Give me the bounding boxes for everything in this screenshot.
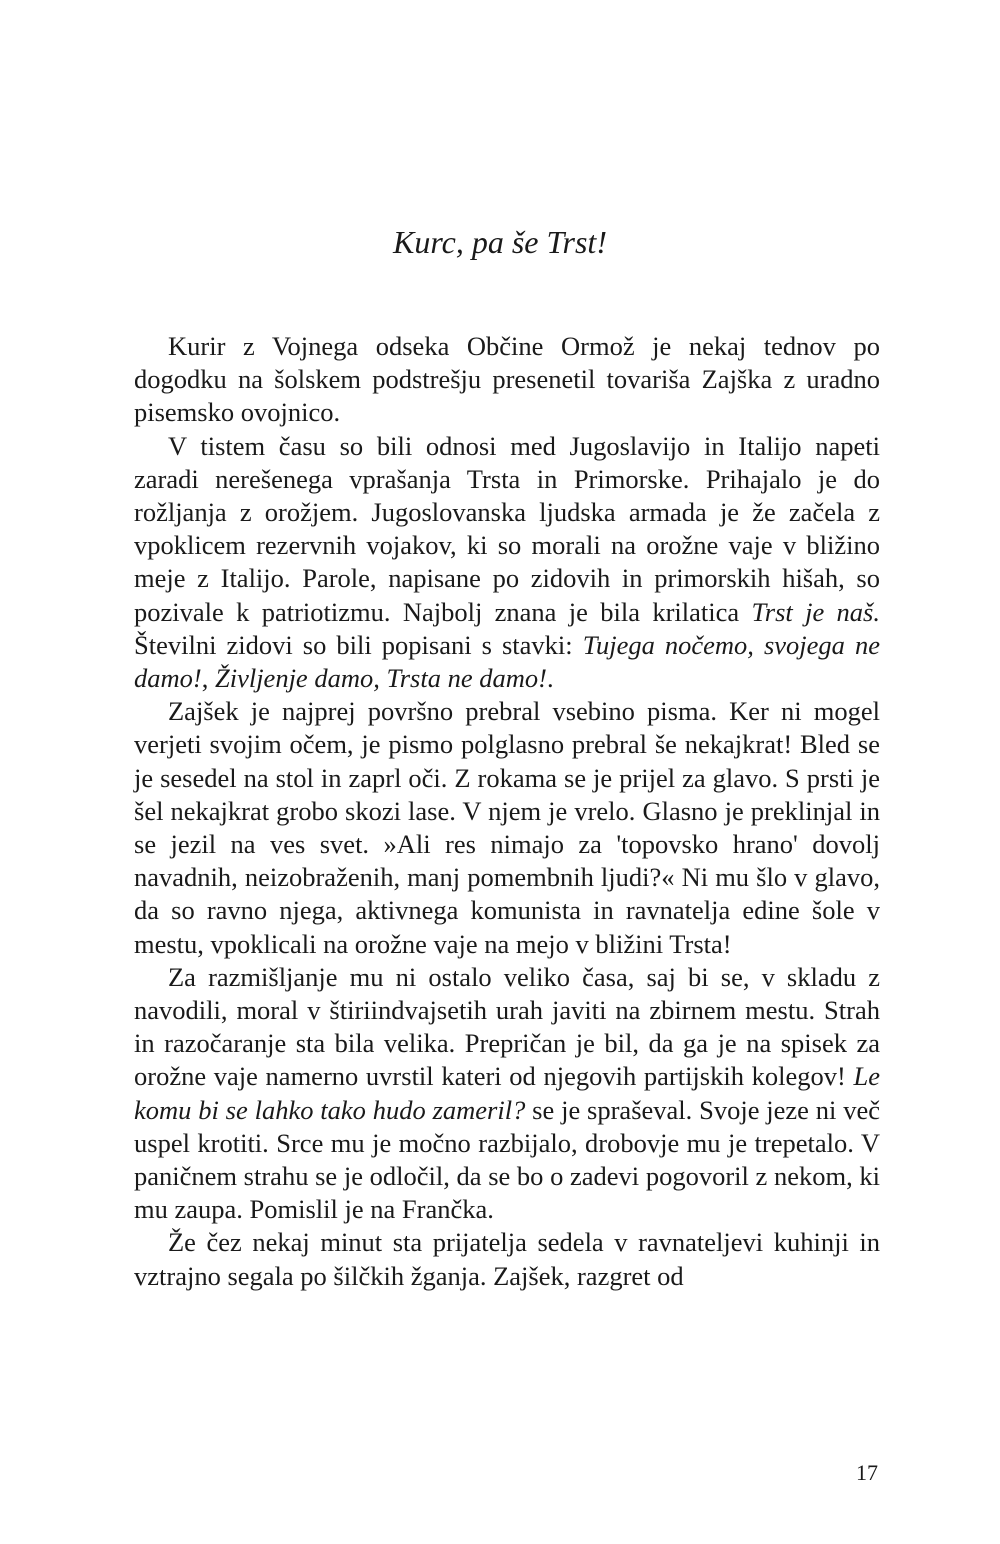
paragraph-2 — [134, 430, 880, 696]
paragraph-text: Zajšek je najprej površno prebral vsebino pisma. Ker ni mogel verjeti svojim očem, je pismo polglasno prebral še nekajkrat! Bled se je sesedel na stol in zaprl oči. Z rokama se je prijel za glavo. S prsti je šel nekajkrat grobo skozi lase. V njem je vrelo. Glasno je preklinjal in se jezil na ves svet. »Ali res nimajo za 'topovsko hrano' dovolj navadnih, neizobraženih, manj pomembnih ljudi?« Ni mu šlo v glavo, da so ravno njega, aktivnega komunista in ravnatelja edine šole v mestu, vpoklicali na orožne vaje na mejo v bližini Trsta! — [134, 696, 880, 959]
paragraph-text: Številni zidovi so bili popisani s stavki: — [134, 629, 583, 660]
paragraph-5 — [134, 1226, 880, 1292]
paragraph-text: Kurir z Vojnega odseka Občine Ormož je nekaj tednov po dogodku na šolskem podstrešju presenetil tovariša Zajška z uradno pisemsko ovojnico. — [134, 331, 880, 428]
paragraph-text: . — [546, 663, 554, 694]
paragraph-text: , — [201, 663, 215, 694]
chapter-title: Kurc, pa še Trst! — [393, 224, 607, 260]
chapter-body — [134, 330, 880, 1293]
paragraph-text: Že čez nekaj minut sta prijatelja sedela v ravnateljevi kuhinji in vztrajno segala po šilčkih žganja. Zajšek, razgret od — [134, 1227, 880, 1291]
italic-quote: Tujega nočemo, svojega ne damo! — [134, 629, 880, 694]
paragraph-3 — [134, 695, 880, 961]
italic-quote: Življenje damo, Trsta ne damo! — [214, 663, 547, 694]
paragraph-text: V tistem času so bili odnosi med Jugoslavijo in Italijo napeti zaradi nerešenega vprašanja Trsta in Primorske. Prihajalo je do rožljanja z orožjem. Jugoslovanska ljudska armada je že začela z vpoklicem rezervnih vojakov, ki so morali na orožne vaje v bližino meje z Italijo. Parole, napisane po zidovih in primorskih hišah, so pozivale k patriotizmu. Najbolj znana je bila krilatica — [134, 430, 880, 627]
paragraph-1 — [134, 330, 880, 430]
paragraph-text: Za razmišljanje mu ni ostalo veliko časa, saj bi se, v skladu z navodili, moral v štiriindvajsetih urah javiti na zbirnem mestu. Strah in razočaranje sta bila velika. Prepričan je bil, da ga je na spisek za orožne vaje namerno uvrstil kateri od njegovih partijskih kolegov! — [134, 961, 880, 1092]
italic-quote: Le komu bi se lahko tako hudo zameril? — [134, 1061, 880, 1125]
italic-quote: Trst je naš. — [751, 596, 880, 627]
page-number: 17 — [856, 1460, 878, 1485]
paragraph-text: se je spraševal. Svoje jeze ni več uspel krotiti. Srce mu je močno razbijalo, drobovje mu je trepetalo. V paničnem strahu se je odločil, da se bo o zadevi pogovoril z nekom, ki mu zaupa. Pomislil je na Frančka. — [134, 1094, 880, 1225]
paragraph-4 — [134, 961, 880, 1227]
